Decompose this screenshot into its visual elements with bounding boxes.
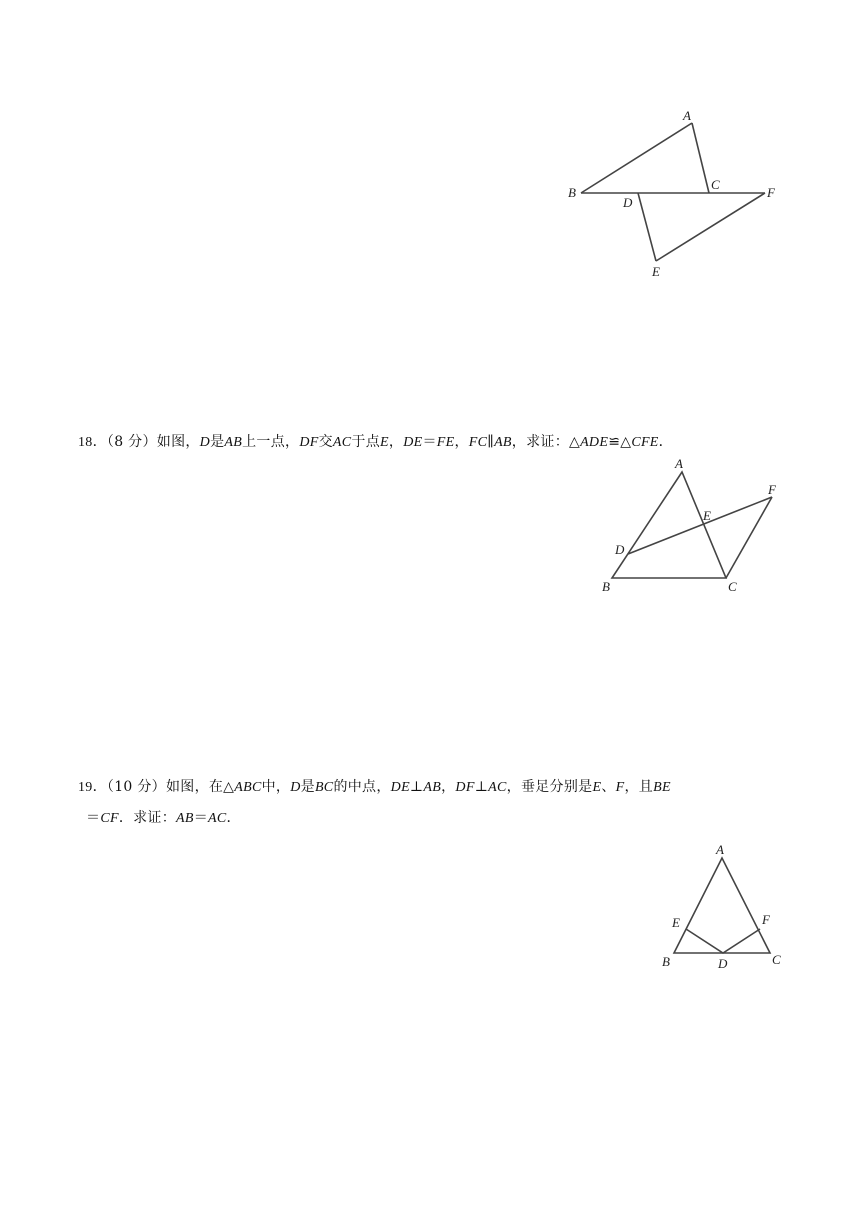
label-F: F	[762, 912, 770, 927]
text: ＝	[86, 810, 101, 826]
text: 中，	[261, 779, 291, 795]
label-B: B	[568, 185, 576, 200]
text: ，求证：△	[511, 434, 581, 450]
text: 、	[601, 779, 616, 795]
math-var: CFE	[631, 435, 659, 450]
math-var: CF	[100, 811, 119, 826]
text: 如图，在△	[165, 779, 235, 795]
math-var: FC	[468, 435, 488, 450]
question-19	[78, 772, 798, 834]
text: ⊥	[474, 779, 489, 795]
segment-DE	[638, 193, 656, 261]
label-B: B	[602, 579, 610, 594]
text: ，且	[624, 779, 654, 795]
label-D: D	[615, 542, 625, 557]
label-A: A	[683, 108, 691, 123]
math-var: DE	[403, 435, 423, 450]
math-var: D	[199, 435, 211, 450]
label-F: F	[768, 482, 776, 497]
math-var: DF	[455, 780, 475, 795]
text: ，垂足分别是	[506, 779, 593, 795]
question-line-2	[78, 803, 798, 834]
text: ．	[658, 434, 673, 450]
text: 上一点，	[242, 434, 300, 450]
label-C: C	[711, 177, 720, 192]
segment-EDF	[686, 929, 760, 953]
segment-FC	[726, 497, 772, 578]
math-var: E	[592, 780, 602, 795]
label-E: E	[652, 264, 660, 279]
math-var: AC	[332, 435, 352, 450]
label-A: A	[716, 842, 724, 857]
label-B: B	[662, 954, 670, 969]
math-var: AB	[224, 435, 243, 450]
text: ＝	[193, 810, 209, 826]
text: 如图，	[156, 434, 200, 450]
figure-q19	[655, 838, 790, 973]
text: ＝	[422, 434, 437, 450]
math-var: BE	[653, 780, 671, 795]
math-var: AB	[423, 780, 442, 795]
math-var: DE	[390, 780, 410, 795]
label-A: A	[675, 456, 683, 471]
math-var: FE	[436, 435, 455, 450]
figure-q18	[595, 455, 795, 595]
question-number: 19．	[78, 780, 107, 795]
math-var: DF	[299, 435, 319, 450]
label-F: F	[767, 185, 775, 200]
math-var: E	[380, 435, 389, 450]
question-score: （8 分）	[106, 434, 157, 450]
text: ∥	[487, 434, 495, 450]
text: ．求证：	[118, 810, 177, 826]
segment-EF	[656, 193, 765, 261]
text: 的中点，	[333, 779, 391, 795]
segment-DF	[628, 497, 772, 554]
text: ，	[388, 434, 404, 450]
label-D: D	[718, 956, 728, 971]
math-var: ABC	[234, 780, 262, 795]
math-var: AB	[494, 435, 512, 450]
question-score: （10 分）	[106, 779, 166, 795]
text: ．	[226, 810, 241, 826]
text: 是	[300, 779, 315, 795]
label-D: D	[623, 195, 633, 210]
triangle-ABC	[674, 858, 770, 953]
text: 是	[210, 434, 225, 450]
text: 交	[318, 434, 333, 450]
text: ，	[454, 434, 469, 450]
segment-AC	[692, 123, 709, 193]
math-var: AC	[488, 780, 507, 795]
label-E: E	[672, 915, 680, 930]
text: ⊥	[409, 779, 424, 795]
question-18	[78, 427, 798, 458]
math-var: D	[290, 780, 301, 795]
math-var: BC	[314, 780, 334, 795]
label-E: E	[703, 508, 711, 523]
math-var: AC	[208, 811, 227, 826]
text: ≌△	[608, 434, 632, 450]
math-var: ADE	[580, 435, 609, 450]
label-C: C	[728, 579, 737, 594]
math-var: F	[615, 780, 625, 795]
text: ，	[441, 779, 456, 795]
segment-BA	[581, 123, 692, 193]
text: 于点	[351, 434, 381, 450]
label-C: C	[772, 952, 781, 967]
figure-q17	[560, 105, 790, 285]
question-number: 18．	[78, 435, 107, 450]
math-var: AB	[176, 811, 194, 826]
triangle-ABC	[612, 472, 726, 578]
